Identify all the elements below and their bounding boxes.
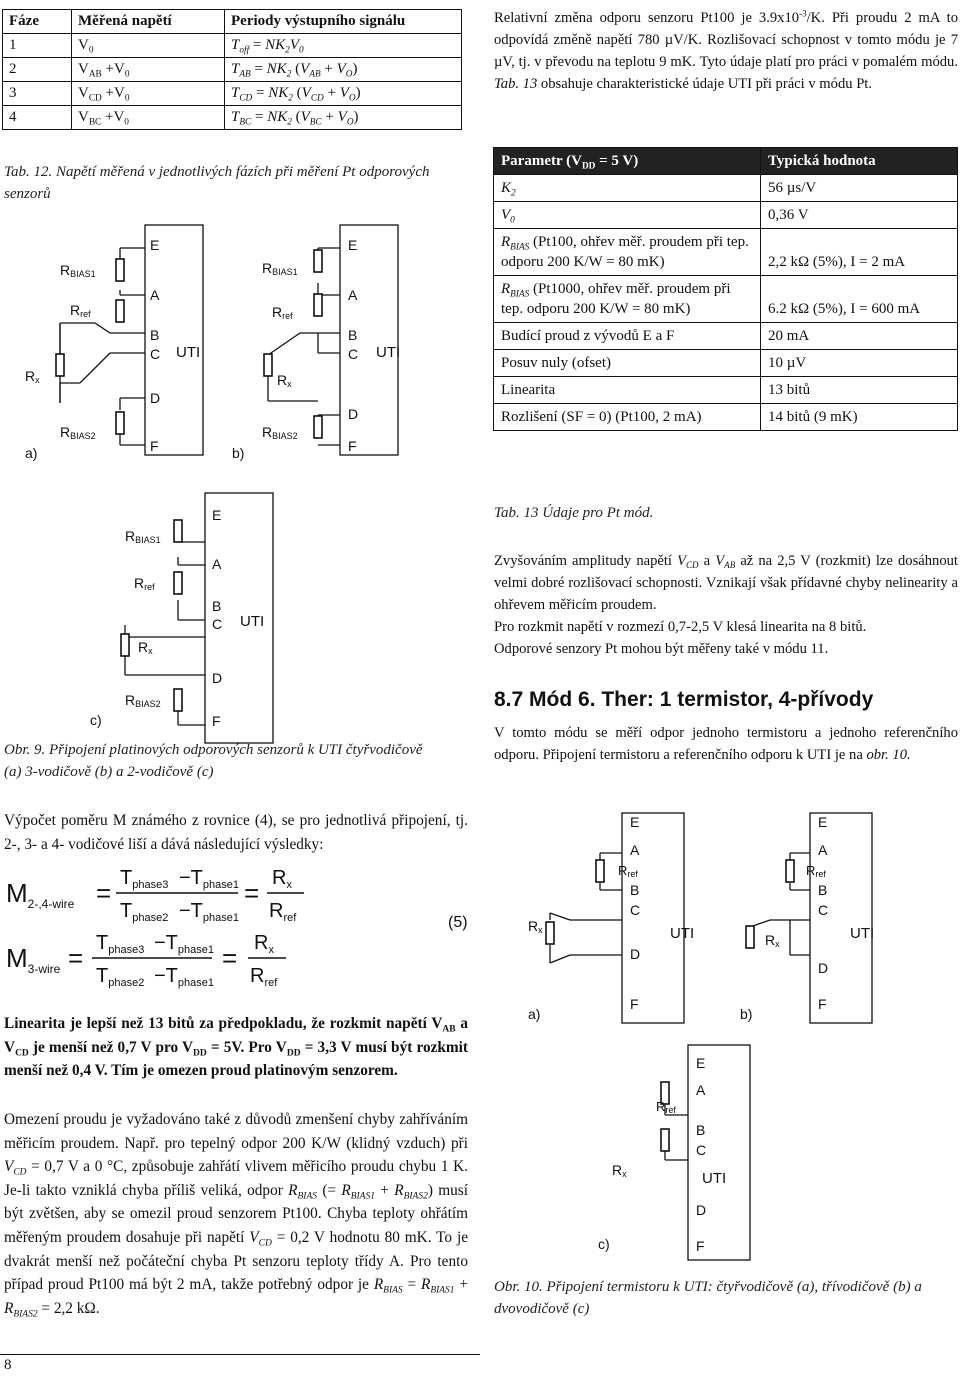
svg-text:B: B bbox=[348, 327, 358, 343]
svg-text:M2-,4-wire: $M_{2-,4-wire}$ bbox=[6, 878, 75, 911]
pin-a-label: A bbox=[150, 287, 160, 303]
tab13-value: 10 µV bbox=[761, 350, 958, 377]
section-title: 8.7 Mód 6. Ther: 1 termistor, 4-přívody bbox=[494, 688, 874, 711]
tab12-container bbox=[2, 9, 462, 130]
svg-text:RBIAS2: RBIAS2 bbox=[125, 692, 161, 709]
table-row bbox=[494, 323, 958, 350]
svg-text:−Tphase1: $-T_{phase1}$ bbox=[179, 867, 239, 891]
table-row bbox=[494, 350, 958, 377]
svg-text:c): c) bbox=[598, 1236, 610, 1252]
svg-text:Rx: Rx bbox=[528, 918, 543, 935]
svg-text:RBIAS1: RBIAS1 bbox=[125, 528, 161, 545]
svg-text:Rx: Rx bbox=[612, 1162, 627, 1179]
svg-text:RBIAS1: RBIAS1 bbox=[262, 260, 298, 277]
svg-text:UTI: UTI bbox=[670, 925, 695, 942]
tab13-value: 0,36 V bbox=[761, 202, 958, 229]
svg-text:Rref: Rref bbox=[806, 863, 826, 879]
svg-text:C: C bbox=[348, 346, 359, 362]
tab13-container bbox=[493, 147, 958, 431]
svg-text:C: C bbox=[696, 1142, 707, 1158]
svg-text:−Tphase1: $-T_{phase1}$ bbox=[154, 932, 214, 956]
fig10-caption: Obr. 10. Připojení termistoru k UTI: čtyřvodičově (a), třívodičově (b) a dvovodičově (c) bbox=[494, 1279, 922, 1317]
svg-text:Rx: Rx bbox=[138, 639, 153, 656]
table-row bbox=[494, 404, 958, 431]
svg-text:Rx: Rx bbox=[25, 368, 40, 385]
tab12-voltage: $V_{AB} +V_0$ bbox=[72, 58, 225, 82]
tab13-param: $R_{BIAS}$ (Pt100, ohřev měř. proudem při tep. odporu 200 K/W = 80 mK) bbox=[494, 229, 761, 276]
tab12-header: Periody výstupního signálu bbox=[225, 10, 462, 34]
uti-label: UTI bbox=[176, 344, 201, 361]
tab12-caption: Tab. 12. Napětí měřená v jednotlivých fázích při měření Pt odporových senzorů bbox=[4, 164, 430, 202]
tab13-param: Budící proud z vývodů E a F bbox=[494, 323, 761, 350]
svg-text:D: D bbox=[630, 946, 641, 962]
panel-b-label: b) bbox=[232, 445, 245, 461]
svg-text:F: F bbox=[696, 1238, 705, 1254]
fig9-caption: Obr. 9. Připojení platinových odporových senzorů k UTI čtyřvodičově (a) 3-vodičově (b) a 2-vodičově (c) bbox=[4, 742, 423, 780]
tab12-phase: 3 bbox=[3, 82, 72, 106]
intro-paragraph: Výpočet poměru M známého z rovnice (4), se pro jednotlivá připojení, tj. 2-, 3- a 4- vodičové liší a dává následující výsledky: bbox=[4, 812, 468, 853]
table-row bbox=[3, 34, 462, 58]
tab12-phase: 1 bbox=[3, 34, 72, 58]
svg-text:E: E bbox=[630, 814, 640, 830]
svg-text:−Tphase1: $-T_{phase1}$ bbox=[154, 965, 214, 989]
svg-text:UTI: UTI bbox=[850, 925, 875, 942]
svg-text:C: C bbox=[630, 902, 641, 918]
svg-text:A: A bbox=[212, 556, 222, 572]
svg-text:A: A bbox=[696, 1082, 706, 1098]
svg-text:Rref: Rref bbox=[618, 863, 638, 879]
tab13-table bbox=[493, 147, 958, 431]
table-row bbox=[494, 377, 958, 404]
svg-text:M3-wire: $M_{3-wire}$ bbox=[6, 943, 61, 976]
tab13-param: $K_2$ bbox=[494, 175, 761, 202]
tab13-value: 20 mA bbox=[761, 323, 958, 350]
tab12-period: $T_{AB} = NK_2$ $(V_{AB} + V_O)$ bbox=[225, 58, 462, 82]
svg-text:RBIAS1: RBIAS1 bbox=[60, 262, 96, 279]
svg-text:D: D bbox=[696, 1202, 707, 1218]
panel-c-label: c) bbox=[90, 712, 102, 728]
tab13-value: 2,2 kΩ (5%), I = 2 mA bbox=[761, 229, 958, 276]
tab13-param: $V_0$ bbox=[494, 202, 761, 229]
svg-text:E: E bbox=[348, 237, 358, 253]
fig9-diagram bbox=[0, 205, 480, 785]
amplitude-paragraph: Zvyšováním amplitudy napětí $V_{CD}$ a $V_{AB}$ až na 2,5 V (rozkmit) lze dosáhnout velmi dobré rozlišovací schopnosti. Vznikají však přídavné chyby nelinearity a ohřevem měřicím proudem. Pro rozkmit napětí v rozmezí 0,7-2,5 V klesá linearita na 8 bitů. Odporové senzory Pt mohou být měřeny také v módu 11. bbox=[494, 553, 958, 657]
svg-text:B: B bbox=[212, 598, 222, 614]
svg-text:C: C bbox=[818, 902, 829, 918]
svg-text:UTI: UTI bbox=[240, 613, 265, 630]
svg-text:B: B bbox=[630, 882, 640, 898]
tab13-value: 14 bitů (9 mK) bbox=[761, 404, 958, 431]
table-row bbox=[3, 58, 462, 82]
svg-text:Tphase3: $T_{phase3}$ bbox=[96, 932, 145, 956]
svg-text:a): a) bbox=[528, 1006, 541, 1022]
current-limit-paragraph: Omezení proudu je vyžadováno také z důvodů zmenšení chyby zahříváním měřicím proudem. Např. pro tepelný odpor 200 K/W (klidný vzduch) při $V_{CD} = 0,7$ V a 0 °C, způsobuje zahřátí vlivem měřicího proudu chybu 1 K. Je-li takto vzniklá chyba příliš veliká, odpor $R_{BIAS}$ (= $R_{BIAS1} + R_{BIAS2}$) musí být zvětšen, aby se omezil proud senzorem Pt100. Chyba teploty ohřátím měřeným proudem dosahuje při napětí $V_{CD} = 0,2$ V hodnotu 80 mK. To je dvakrát menší než počáteční chyba Pt senzoru teploty třídy A. Pro tento případ proud Pt100 má být 2 mA, takže potřebný odpor je $R_{BIAS} = R_{BIAS1} + R_{BIAS2} = 2,2$ kΩ. bbox=[4, 1111, 469, 1320]
svg-text:=: = bbox=[222, 943, 238, 973]
svg-text:Rref: $R_{ref}$ bbox=[269, 900, 297, 924]
tab12-header-row bbox=[3, 10, 462, 34]
svg-text:RBIAS2: RBIAS2 bbox=[262, 424, 298, 441]
svg-text:B: B bbox=[696, 1122, 706, 1138]
table-row bbox=[494, 175, 958, 202]
svg-text:=: = bbox=[244, 878, 260, 908]
table-row bbox=[494, 202, 958, 229]
svg-text:D: D bbox=[818, 960, 829, 976]
svg-text:A: A bbox=[630, 842, 640, 858]
tab12-phase: 4 bbox=[3, 106, 72, 130]
svg-text:UTI: UTI bbox=[376, 344, 401, 361]
mode6-paragraph: V tomto módu se měří odpor jednoho termistoru a jednoho referenčního odporu. Připojení termistoru a referenčního odporu k UTI je na obr. 10. bbox=[494, 725, 958, 763]
svg-text:=: = bbox=[68, 943, 84, 973]
tab13-param: Linearita bbox=[494, 377, 761, 404]
linearity-bold-paragraph: Linearita je lepší než 13 bitů za předpokladu, že rozkmit napětí $V_{AB}$ a $V_{CD}$ je menší než 0,7 V pro $V_{DD} = 5V$. Pro $V_{DD} = 3,3$ V musí být rozkmit menší než 0,4 V. Tím je omezen proud platinovým senzorem. bbox=[4, 1015, 468, 1080]
svg-text:F: F bbox=[630, 996, 639, 1012]
svg-text:F: F bbox=[212, 713, 221, 729]
svg-text:D: D bbox=[212, 670, 223, 686]
svg-text:F: F bbox=[818, 996, 827, 1012]
svg-text:RBIAS2: RBIAS2 bbox=[60, 424, 96, 441]
tab12-phase: 2 bbox=[3, 58, 72, 82]
tab13-param: Rozlišení (SF = 0) (Pt100, 2 mA) bbox=[494, 404, 761, 431]
pin-c-label: C bbox=[150, 346, 161, 362]
tab12-period: $T_{BC} = NK_2$ $(V_{BC} + V_O)$ bbox=[225, 106, 462, 130]
svg-text:b): b) bbox=[740, 1006, 753, 1022]
svg-text:F: F bbox=[348, 438, 357, 454]
svg-text:Tphase2: $T_{phase2}$ bbox=[120, 900, 169, 924]
svg-text:D: D bbox=[348, 406, 359, 422]
tab12-header: Měřená napětí bbox=[72, 10, 225, 34]
tab12-voltage: $V_{BC} +V_0$ bbox=[72, 106, 225, 130]
tab12-period: $T_{CD} = NK_2$ $(V_{CD} + V_O)$ bbox=[225, 82, 462, 106]
tab12-period: $T_{off} = NK_2V_0$ bbox=[225, 34, 462, 58]
svg-text:Rref: Rref bbox=[656, 1099, 676, 1115]
svg-text:A: A bbox=[818, 842, 828, 858]
tab13-param: $R_{BIAS}$ (Pt1000, ohřev měř. proudem při tep. odporu 200 K/W = 80 mK) bbox=[494, 276, 761, 323]
svg-text:=: = bbox=[96, 878, 112, 908]
table-row bbox=[494, 276, 958, 323]
pin-e-label: E bbox=[150, 237, 160, 253]
pin-b-label: B bbox=[150, 327, 160, 343]
tab12-voltage: $V_0$ bbox=[72, 34, 225, 58]
svg-text:Rref: Rref bbox=[134, 575, 155, 592]
svg-text:UTI: UTI bbox=[702, 1170, 727, 1187]
svg-text:Rx: Rx bbox=[277, 372, 292, 389]
tab13-param: Posuv nuly (ofset) bbox=[494, 350, 761, 377]
svg-text:E: E bbox=[212, 507, 222, 523]
tab13-value: 56 µs/V bbox=[761, 175, 958, 202]
svg-text:Rref: Rref bbox=[70, 302, 91, 319]
tab13-value: 13 bitů bbox=[761, 377, 958, 404]
page-number: 8 bbox=[4, 1357, 12, 1373]
svg-text:−Tphase1: $-T_{phase1}$ bbox=[179, 900, 239, 924]
pin-d-label: D bbox=[150, 390, 161, 406]
svg-text:Rx: $R_x$ bbox=[254, 932, 274, 956]
svg-text:Rref: $R_{ref}$ bbox=[250, 965, 278, 989]
panel-a-label: a) bbox=[25, 445, 38, 461]
svg-text:Tphase2: $T_{phase2}$ bbox=[96, 965, 145, 989]
svg-text:Rx: Rx bbox=[765, 932, 780, 949]
equation-number: (5) bbox=[448, 914, 468, 931]
footer-rule bbox=[0, 1354, 480, 1355]
fig10-diagram bbox=[480, 805, 960, 1275]
table-row bbox=[3, 106, 462, 130]
tab13-value: 6.2 kΩ (5%), I = 600 mA bbox=[761, 276, 958, 323]
tab12-header: Fáze bbox=[3, 10, 72, 34]
svg-text:Rx: $R_x$ bbox=[272, 867, 292, 891]
svg-text:A: A bbox=[348, 287, 358, 303]
pt-intro-paragraph: Relativní změna odporu senzoru Pt100 je $3.9x10^{-3}/K$. Při proudu 2 mA to odpovídá změně napětí 780 µV/K. Rozlišovací schopnost v tomto módu je 7 µV, tj. v převodu na teplotu 9 mK. Tyto údaje platí pro práci v pomalém módu. Tab. 13 obsahuje charakteristické údaje UTI při práci v módu Pt. bbox=[494, 8, 959, 92]
svg-text:C: C bbox=[212, 616, 223, 632]
tab13-caption: Tab. 13 Údaje pro Pt mód. bbox=[494, 505, 654, 521]
tab12-table bbox=[2, 9, 462, 130]
table-row bbox=[3, 82, 462, 106]
svg-text:Tphase3: $T_{phase3}$ bbox=[120, 867, 169, 891]
rbias1-resistor bbox=[116, 259, 124, 281]
tab13-header-row bbox=[494, 148, 958, 175]
svg-text:Rref: Rref bbox=[272, 304, 293, 321]
svg-text:E: E bbox=[818, 814, 828, 830]
tab13-header-value: Typická hodnota bbox=[761, 148, 958, 175]
pin-f-label: F bbox=[150, 438, 159, 454]
svg-text:E: E bbox=[696, 1055, 706, 1071]
tab12-voltage: $V_{CD} +V_0$ bbox=[72, 82, 225, 106]
table-row bbox=[494, 229, 958, 276]
tab13-header-param: Parametr ($V_{DD} = 5$ V) bbox=[494, 148, 761, 175]
equation-5 bbox=[4, 862, 474, 992]
svg-text:B: B bbox=[818, 882, 828, 898]
